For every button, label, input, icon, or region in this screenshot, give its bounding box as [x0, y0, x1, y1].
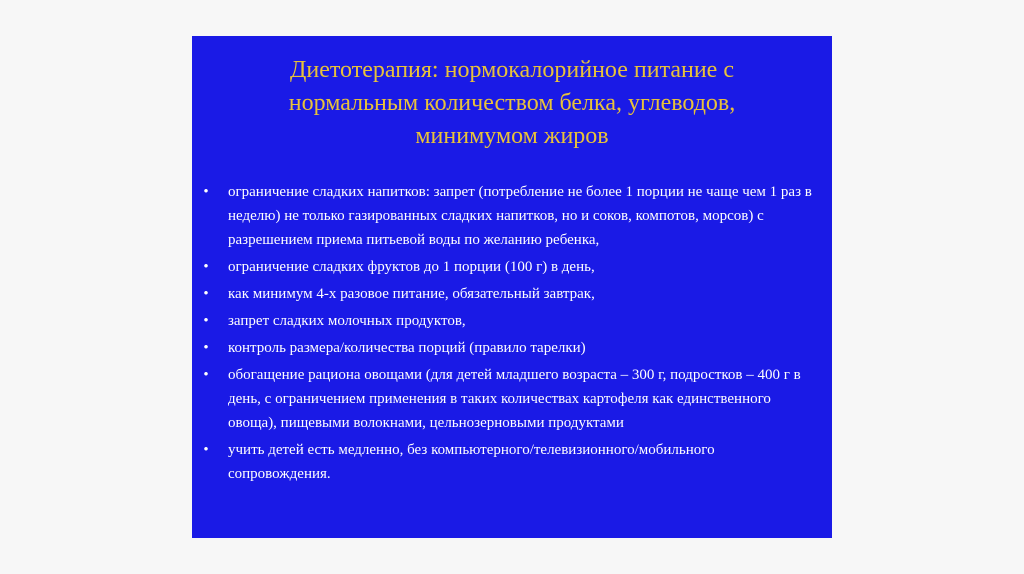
bullet-icon: • [203, 286, 209, 302]
bullet-icon: • [203, 367, 209, 383]
bullet-icon: • [203, 340, 209, 356]
list-item-text: запрет сладких молочных продуктов, [228, 313, 466, 329]
list-item-text: обогащение рациона овощами (для детей младшего возраста – 300 г, подростков – 400 г в день, с ограничением применения в таких количествах картофеля как единственного овоща), пищевыми волокнами, цельнозерновыми продуктами [228, 367, 801, 431]
list-item-text: учить детей есть медленно, без компьютерного/телевизионного/мобильного сопровождения. [228, 442, 715, 482]
list-item [200, 282, 815, 306]
list-item-text: ограничение сладких напитков: запрет (потребление не более 1 порции не чаще чем 1 раз в неделю) не только газированных сладких напитков, но и соков, компотов, морсов) с разрешением приема питьевой воды по желанию ребенка, [228, 184, 812, 248]
list-item [200, 255, 815, 279]
list-item-text: как минимум 4-х разовое питание, обязательный завтрак, [228, 286, 595, 302]
presentation-slide [192, 36, 832, 538]
list-item [200, 180, 815, 252]
list-item [200, 438, 815, 486]
bullet-icon: • [203, 259, 209, 275]
list-item-text: ограничение сладких фруктов до 1 порции (100 г) в день, [228, 259, 595, 275]
list-item [200, 336, 815, 360]
bullet-icon: • [203, 442, 209, 458]
list-item [200, 363, 815, 435]
bullet-icon: • [203, 184, 209, 200]
list-item-text: контроль размера/количества порций (правило тарелки) [228, 340, 586, 356]
slide-title: Диетотерапия: нормокалорийное питание с нормальным количеством белка, углеводов, минимумом жиров [288, 57, 736, 149]
bullet-list [200, 180, 815, 489]
list-item [200, 309, 815, 333]
bullet-icon: • [203, 313, 209, 329]
